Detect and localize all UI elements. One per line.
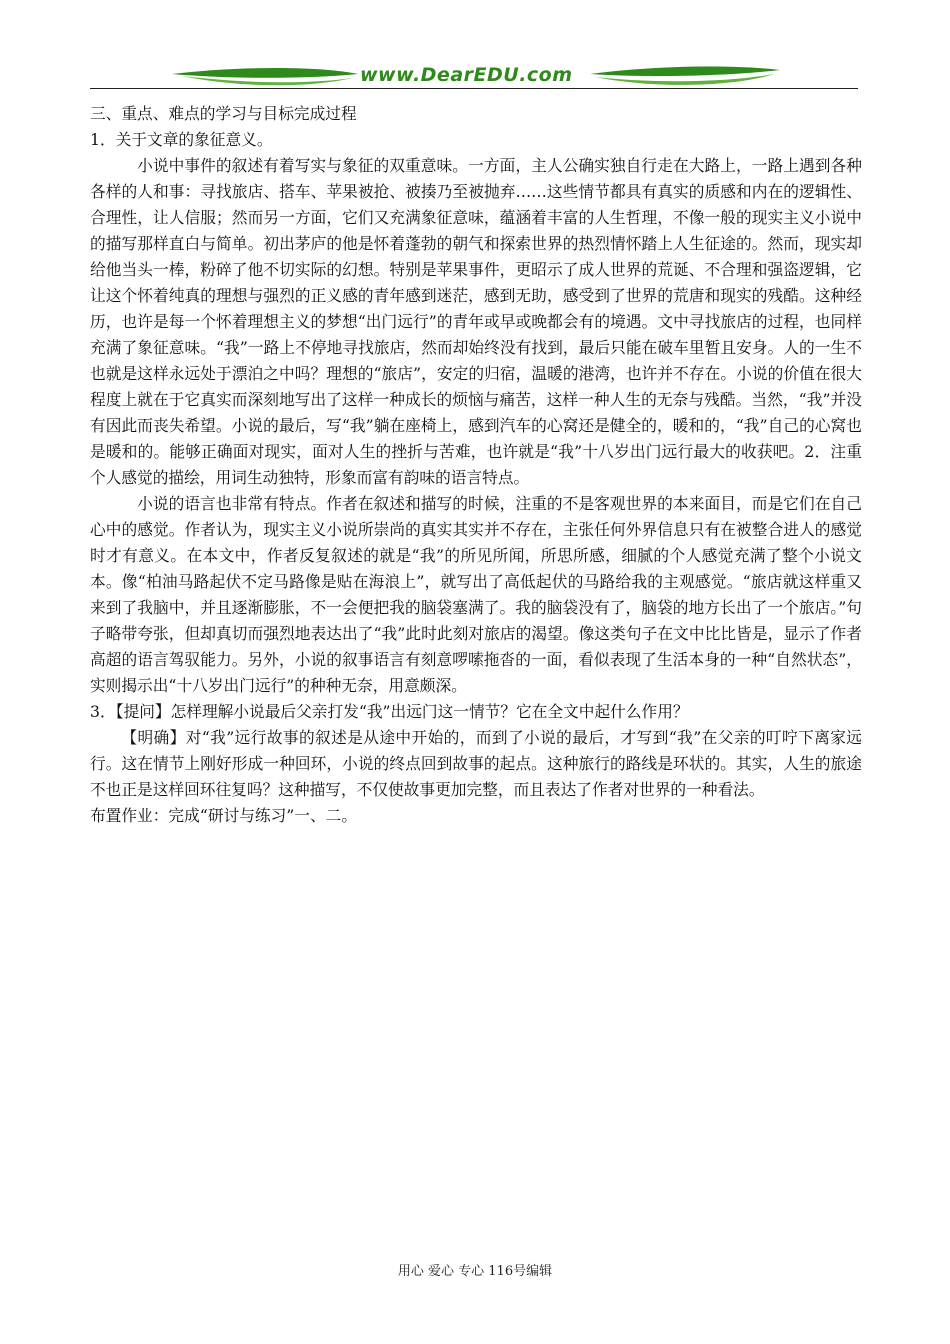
item3-answer: 【明确】对“我”远行故事的叙述是从途中开始的，而到了小说的最后，才写到“我”在父亲的叮咛下离家远行。这在情节上刚好形成一种回环，小说的终点回到故事的起点。这种旅行的路线是环状的。其实，人生的旅途不也正是这样回环往复吗？这种描写，不仅使故事更加完整，而且表达了作者对世界的一种看法。 bbox=[90, 728, 862, 799]
paragraph-language: 小说的语言也非常有特点。作者在叙述和描写的时候，注重的不是客观世界的本来面目，而是它们在自己心中的感觉。作者认为，现实主义小说所崇尚的真实其实并不存在，主张任何外界信息只有在被整合进人的感觉时才有意义。在本文中，作者反复叙述的就是“我”的所见所闻，所思所感，细腻的个人感觉充满了整个小说文本。像“柏油马路起伏不定马路像是贴在海浪上”，就写出了高低起伏的马路给我的主观感觉。“旅店就这样重又来到了我脑中，并且逐渐膨胀，不一会便把我的脑袋塞满了。我的脑袋没有了，脑袋的地方长出了一个旅店。”句子略带夸张，但却真切而强烈地表达出了“我”此时此刻对旅店的渴望。像这类句子在文中比比皆是，显示了作者高超的语言驾驭能力。另外，小说的叙事语言有刻意啰嗦拖沓的一面，看似表现了生活本身的一种“自然状态”，实则揭示出“十八岁出门远行”的种种无奈，用意颇深。 bbox=[90, 494, 862, 695]
page-footer: 用心 爱心 专心 116号编辑 bbox=[397, 1264, 553, 1279]
document-body bbox=[90, 101, 862, 829]
site-logo-text[interactable]: www.DearEDU.com bbox=[360, 64, 573, 86]
section-title: 三、重点、难点的学习与目标完成过程 bbox=[90, 104, 357, 123]
homework-line: 布置作业：完成“研讨与练习”一、二。 bbox=[90, 806, 358, 825]
item1-title: 1．关于文章的象征意义。 bbox=[90, 130, 273, 149]
item3-question: 3．【提问】怎样理解小说最后父亲打发“我”出远门这一情节？它在全文中起什么作用？ bbox=[90, 702, 689, 721]
paragraph-symbolism: 小说中事件的叙述有着写实与象征的双重意味。一方面，主人公确实独自行走在大路上，一路上遇到各种各样的人和事：寻找旅店、搭车、苹果被抢、被揍乃至被抛弃……这些情节都具有真实的质感和内在的逻辑性、合理性，让人信服；然而另一方面，它们又充满象征意味，蕴涵着丰富的人生哲理，不像一般的现实主义小说中的描写那样直白与简单。初出茅庐的他是怀着蓬勃的朝气和探索世界的热烈情怀踏上人生征途的。然而，现实却给他当头一棒，粉碎了他不切实际的幻想。特别是苹果事件，更昭示了成人世界的荒诞、不合理和强盗逻辑，它让这个怀着纯真的理想与强烈的正义感的青年感到迷茫，感到无助，感受到了世界的荒唐和现实的残酷。这种经历，也许是每一个怀着理想主义的梦想“出门远行”的青年或早或晚都会有的境遇。文中寻找旅店的过程，也同样充满了象征意味。“我”一路上不停地寻找旅店，然而却始终没有找到，最后只能在破车里暂且安身。人的一生不也就是这样永远处于漂泊之中吗？理想的“旅店”，安定的归宿，温暖的港湾，也许并不存在。小说的价值在很大程度上就在于它真实而深刻地写出了这样一种成长的烦恼与痛苦，这样一种人生的无奈与残酷。当然，“我”并没有因此而丧失希望。小说的最后，写“我”躺在座椅上，感到汽车的心窝还是健全的，暖和的，“我”自己的心窝也是暖和的。能够正确面对现实，面对人生的挫折与苦难，也许就是“我”十八岁出门远行最大的收获吧。2．注重个人感觉的描绘，用词生动独特，形象而富有韵味的语言特点。 bbox=[90, 156, 862, 487]
header-rule bbox=[90, 88, 858, 89]
